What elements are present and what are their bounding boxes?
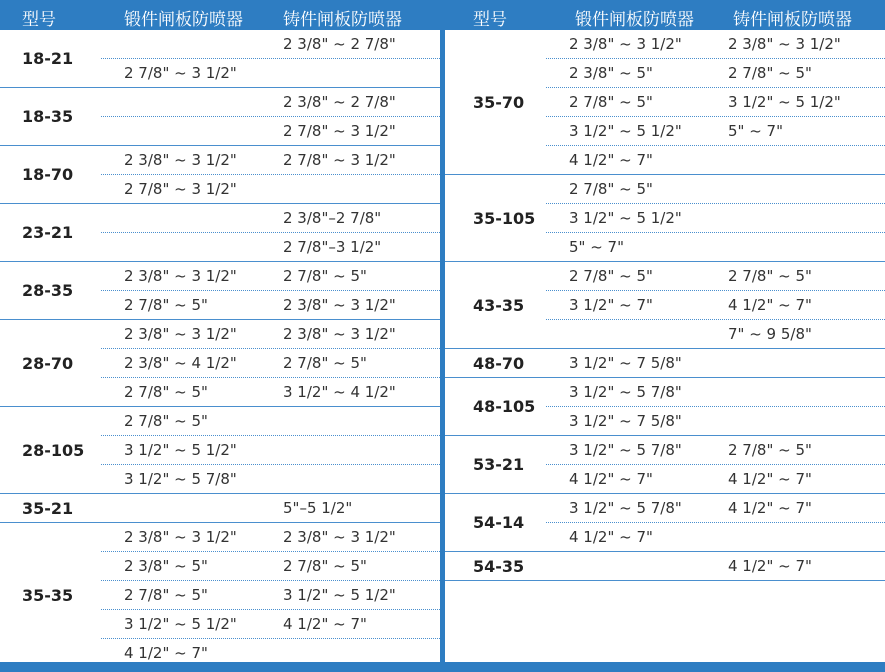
model-group [0, 407, 440, 494]
model-group [445, 175, 885, 262]
forged-size-cell: 3 1/2" ~ 5 7/8" [569, 441, 682, 459]
header-model: 型号 [473, 10, 507, 30]
forged-size-cell: 2 7/8" ~ 5" [569, 93, 653, 111]
spec-table-right [445, 0, 885, 662]
table-row [101, 349, 440, 378]
forged-size-cell: 4 1/2" ~ 7" [569, 528, 653, 546]
table-row [101, 378, 440, 407]
header-model: 型号 [22, 10, 56, 30]
model-group [0, 146, 440, 204]
model-group [445, 349, 885, 378]
forged-size-cell: 3 1/2" ~ 5 1/2" [569, 209, 682, 227]
forged-size-cell: 2 3/8" ~ 3 1/2" [124, 528, 237, 546]
cast-size-cell: 2 3/8" ~ 3 1/2" [283, 296, 396, 314]
cast-size-cell: 2 7/8" ~ 5" [283, 557, 367, 575]
forged-size-cell: 2 7/8" ~ 3 1/2" [124, 180, 237, 198]
table-header [445, 0, 885, 30]
model-label: 43-35 [473, 295, 525, 315]
table-row [546, 204, 885, 233]
table-row [101, 59, 440, 88]
model-label: 35-105 [473, 208, 536, 228]
forged-size-cell: 2 3/8" ~ 4 1/2" [124, 354, 237, 372]
forged-size-cell: 3 1/2" ~ 7 5/8" [569, 354, 682, 372]
model-group [0, 204, 440, 262]
table-row [101, 581, 440, 610]
model-group [445, 262, 885, 349]
table-row [101, 175, 440, 204]
cast-size-cell: 2 7/8" ~ 5" [728, 64, 812, 82]
cast-size-cell: 2 3/8" ~ 2 7/8" [283, 35, 396, 53]
cast-size-cell: 2 7/8" ~ 5" [728, 441, 812, 459]
forged-size-cell: 3 1/2" ~ 5 7/8" [124, 470, 237, 488]
table-row [546, 523, 885, 552]
forged-size-cell: 3 1/2" ~ 5 7/8" [569, 499, 682, 517]
model-group [0, 494, 440, 523]
table-row [101, 320, 440, 349]
table-row [546, 262, 885, 291]
cast-size-cell: 3 1/2" ~ 4 1/2" [283, 383, 396, 401]
cast-size-cell: 2 3/8" ~ 3 1/2" [728, 35, 841, 53]
model-label: 35-21 [22, 498, 74, 518]
forged-size-cell: 2 7/8" ~ 5" [569, 267, 653, 285]
model-label: 18-21 [22, 49, 74, 68]
table-row [101, 494, 440, 523]
forged-size-cell: 2 3/8" ~ 3 1/2" [569, 35, 682, 53]
forged-size-cell: 4 1/2" ~ 7" [124, 644, 208, 662]
forged-size-cell: 4 1/2" ~ 7" [569, 151, 653, 169]
forged-size-cell: 2 3/8" ~ 5" [124, 557, 208, 575]
forged-size-cell: 2 7/8" ~ 3 1/2" [124, 64, 237, 82]
forged-size-cell: 5" ~ 7" [569, 238, 624, 256]
cast-size-cell: 5" ~ 7" [728, 122, 783, 140]
model-group [0, 523, 440, 668]
cast-size-cell: 2 7/8" ~ 5" [283, 354, 367, 372]
forged-size-cell: 4 1/2" ~ 7" [569, 470, 653, 488]
table-row [101, 233, 440, 262]
table-row [101, 610, 440, 639]
table-row [546, 233, 885, 262]
cast-size-cell: 2 3/8" ~ 3 1/2" [283, 528, 396, 546]
forged-size-cell: 2 7/8" ~ 5" [124, 412, 208, 430]
cast-size-cell: 4 1/2" ~ 7" [728, 557, 812, 575]
model-group [445, 494, 885, 552]
table-header [0, 0, 440, 30]
model-group [445, 552, 885, 581]
model-label: 28-70 [22, 353, 74, 373]
header-forged: 锻件闸板防喷器 [124, 10, 243, 30]
cast-size-cell: 3 1/2" ~ 5 1/2" [283, 586, 396, 604]
model-label: 54-14 [473, 513, 525, 532]
cast-size-cell: 7" ~ 9 5/8" [728, 325, 812, 343]
header-cast: 铸件闸板防喷器 [283, 10, 402, 30]
bottom-bar [0, 662, 885, 672]
model-label: 28-105 [22, 440, 85, 460]
table-row [101, 465, 440, 494]
model-label: 35-35 [22, 585, 74, 605]
cast-size-cell: 4 1/2" ~ 7" [728, 296, 812, 314]
model-label: 28-35 [22, 281, 74, 300]
model-label: 18-70 [22, 165, 74, 184]
table-row [101, 88, 440, 117]
cast-size-cell: 2 7/8" ~ 5" [283, 267, 367, 285]
cast-size-cell: 5"–5 1/2" [283, 499, 353, 517]
cast-size-cell: 4 1/2" ~ 7" [283, 615, 367, 633]
table-row [546, 378, 885, 407]
table-row [101, 146, 440, 175]
cast-size-cell: 4 1/2" ~ 7" [728, 499, 812, 517]
forged-size-cell: 2 3/8" ~ 3 1/2" [124, 325, 237, 343]
table-row [101, 117, 440, 146]
table-row [546, 146, 885, 175]
table-row [546, 407, 885, 436]
forged-size-cell: 2 3/8" ~ 3 1/2" [124, 151, 237, 169]
forged-size-cell: 2 7/8" ~ 5" [124, 296, 208, 314]
model-group [0, 320, 440, 407]
table-row [101, 552, 440, 581]
forged-size-cell: 3 1/2" ~ 7" [569, 296, 653, 314]
table-row [101, 523, 440, 552]
forged-size-cell: 2 3/8" ~ 3 1/2" [124, 267, 237, 285]
model-label: 18-35 [22, 107, 74, 126]
model-group [445, 436, 885, 494]
table-row [546, 175, 885, 204]
model-group [0, 88, 440, 146]
model-group [445, 30, 885, 175]
cast-size-cell: 2 3/8" ~ 2 7/8" [283, 93, 396, 111]
forged-size-cell: 3 1/2" ~ 5 1/2" [569, 122, 682, 140]
forged-size-cell: 2 7/8" ~ 5" [124, 586, 208, 604]
table-row [546, 59, 885, 88]
table-row [546, 494, 885, 523]
cast-size-cell: 2 3/8" ~ 3 1/2" [283, 325, 396, 343]
cast-size-cell: 2 3/8"–2 7/8" [283, 209, 382, 227]
header-forged: 锻件闸板防喷器 [575, 10, 694, 30]
model-label: 23-21 [22, 223, 74, 242]
table-row [546, 88, 885, 117]
table-row [546, 349, 885, 378]
header-cast: 铸件闸板防喷器 [733, 10, 852, 30]
model-group [0, 30, 440, 88]
model-label: 48-105 [473, 397, 536, 416]
table-row [546, 117, 885, 146]
forged-size-cell: 2 7/8" ~ 5" [124, 383, 208, 401]
table-row [546, 30, 885, 59]
cast-size-cell: 2 7/8" ~ 3 1/2" [283, 151, 396, 169]
table-row [101, 30, 440, 59]
cast-size-cell: 4 1/2" ~ 7" [728, 470, 812, 488]
table-row [101, 204, 440, 233]
model-label: 35-70 [473, 92, 525, 112]
table-row [546, 465, 885, 494]
spec-table-left [0, 0, 440, 662]
cast-size-cell: 3 1/2" ~ 5 1/2" [728, 93, 841, 111]
table-row [546, 552, 885, 581]
model-group [0, 262, 440, 320]
table-row [101, 436, 440, 465]
cast-size-cell: 2 7/8"–3 1/2" [283, 238, 382, 256]
table-row [101, 262, 440, 291]
cast-size-cell: 2 7/8" ~ 3 1/2" [283, 122, 396, 140]
table-row [546, 291, 885, 320]
model-label: 53-21 [473, 455, 525, 474]
forged-size-cell: 3 1/2" ~ 5 1/2" [124, 615, 237, 633]
forged-size-cell: 2 7/8" ~ 5" [569, 180, 653, 198]
model-label: 48-70 [473, 353, 525, 373]
table-row [101, 407, 440, 436]
table-row [546, 436, 885, 465]
forged-size-cell: 3 1/2" ~ 7 5/8" [569, 412, 682, 430]
model-group [445, 378, 885, 436]
table-row [101, 291, 440, 320]
forged-size-cell: 3 1/2" ~ 5 1/2" [124, 441, 237, 459]
cast-size-cell: 2 7/8" ~ 5" [728, 267, 812, 285]
forged-size-cell: 3 1/2" ~ 5 7/8" [569, 383, 682, 401]
forged-size-cell: 2 3/8" ~ 5" [569, 64, 653, 82]
model-label: 54-35 [473, 556, 525, 576]
table-row [546, 320, 885, 349]
